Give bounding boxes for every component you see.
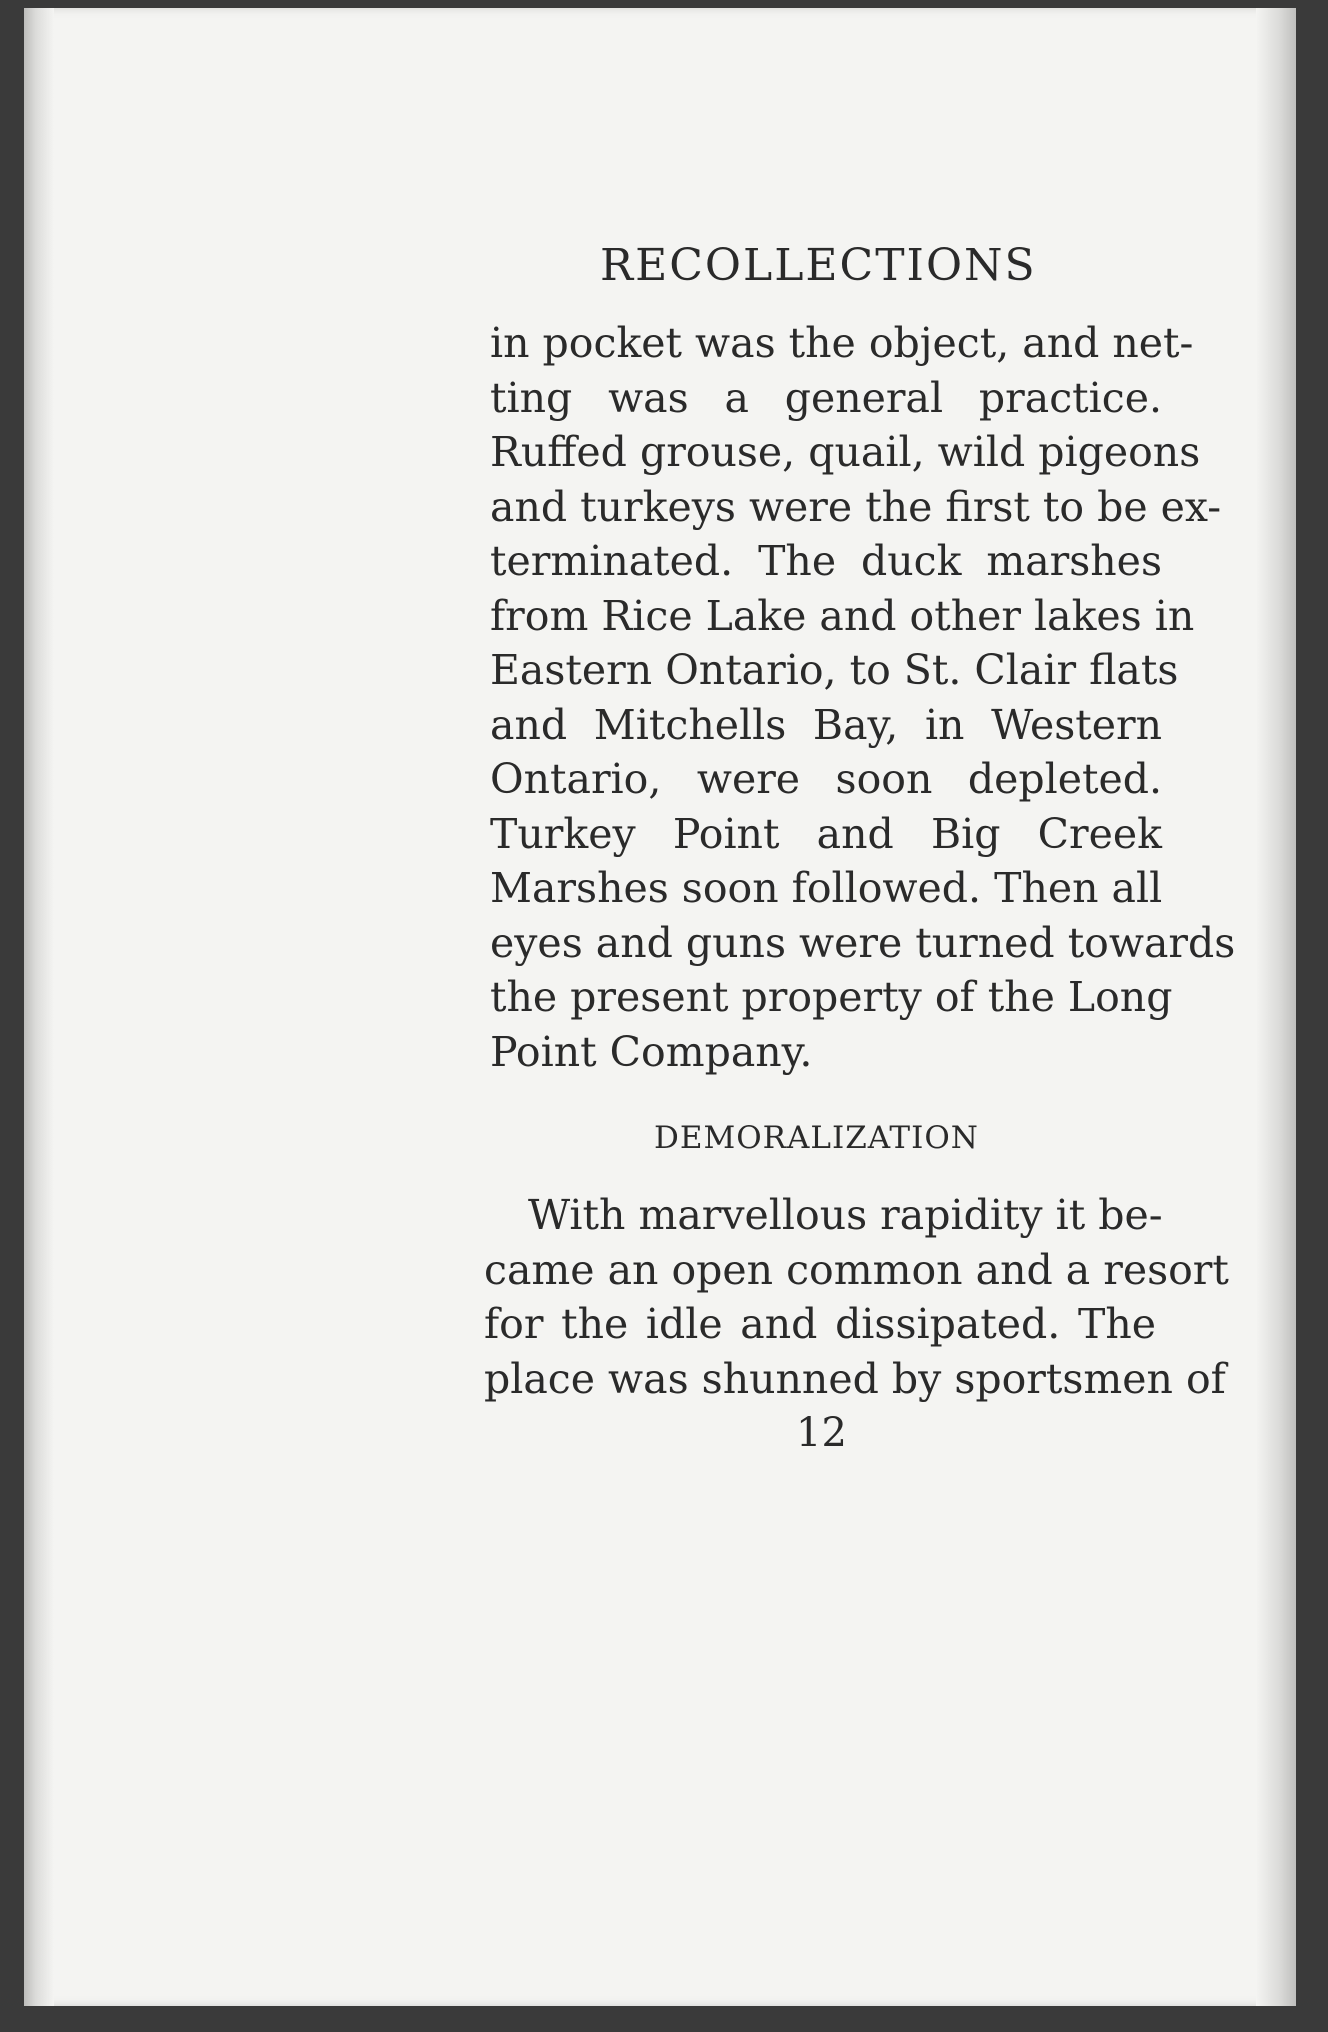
section-heading: DEMORALIZATION (654, 1120, 979, 1156)
page-right-edge (1256, 8, 1296, 2006)
text-line: Ruffed grouse, quail, wild pigeons (490, 428, 1201, 476)
text-line: Marshes soon followed. Then all (490, 864, 1163, 912)
text-line: Turkey Point and Big Creek (490, 809, 1162, 858)
text-line: came an open common and a resort (484, 1245, 1229, 1294)
text-line: place was shunned by sportsmen of (484, 1354, 1226, 1403)
running-head: RECOLLECTIONS (600, 240, 1037, 291)
text-line: the present property of the Long (490, 973, 1173, 1021)
text-line: ting was a general practice. (490, 373, 1162, 422)
paragraph-2 (484, 1188, 1229, 1406)
text-line: from Rice Lake and other lakes in (490, 591, 1195, 640)
text-line: and Mitchells Bay, in Western (490, 700, 1162, 749)
paragraph-1 (490, 316, 1236, 1079)
text-line: With marvellous rapidity it be- (528, 1191, 1163, 1239)
text-line: terminated. The duck marshes (490, 537, 1162, 585)
page-number: 12 (796, 1410, 847, 1456)
text-line: Eastern Ontario, to St. Clair flats (490, 646, 1179, 694)
text-line: for the idle and dissipated. The (484, 1300, 1156, 1348)
text-line: Point Company. (490, 1027, 813, 1076)
text-line: in pocket was the object, and net- (490, 319, 1194, 367)
text-line: and turkeys were the first to be ex- (490, 482, 1222, 531)
text-line: eyes and guns were turned towards (490, 918, 1236, 967)
text-line: Ontario, were soon depleted. (490, 755, 1162, 803)
page-left-edge (24, 8, 54, 2006)
